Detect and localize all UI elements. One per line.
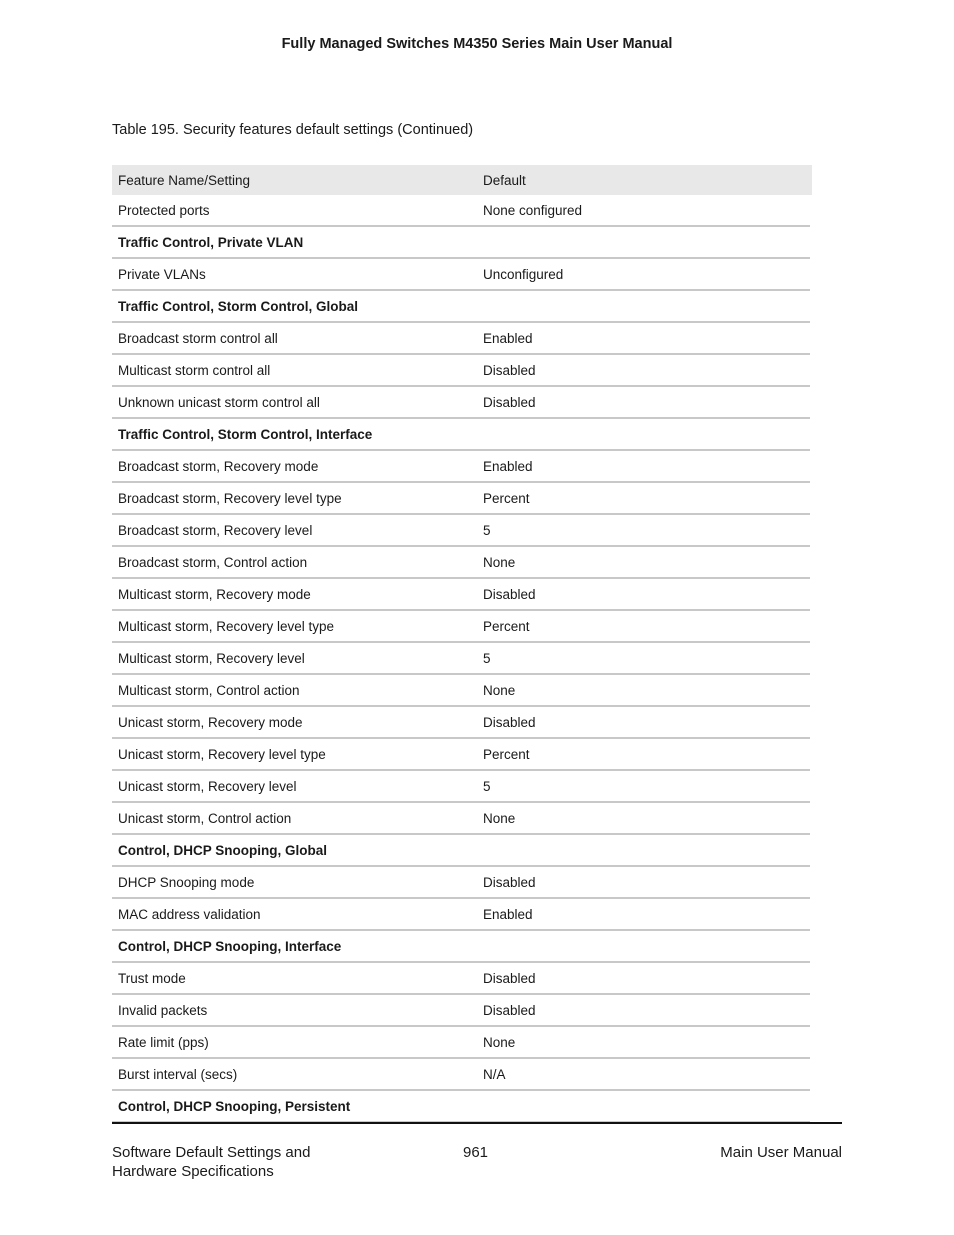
- group-heading: Traffic Control, Private VLAN: [112, 226, 477, 258]
- default-cell: Disabled: [477, 578, 812, 610]
- table-row: [112, 898, 812, 930]
- group-heading: Traffic Control, Storm Control, Global: [112, 290, 477, 322]
- default-cell: Enabled: [477, 898, 812, 930]
- default-cell: N/A: [477, 1058, 812, 1090]
- table-row: [112, 674, 812, 706]
- default-cell: Enabled: [477, 322, 812, 354]
- table-row: [112, 195, 812, 226]
- table-row: [112, 514, 812, 546]
- default-cell: Disabled: [477, 866, 812, 898]
- table-row: [112, 386, 812, 418]
- feature-cell: DHCP Snooping mode: [112, 866, 477, 898]
- feature-cell: Burst interval (secs): [112, 1058, 477, 1090]
- group-heading: Traffic Control, Storm Control, Interface: [112, 418, 477, 450]
- default-cell: None: [477, 802, 812, 834]
- table-row: [112, 450, 812, 482]
- feature-cell: MAC address validation: [112, 898, 477, 930]
- default-cell: Unconfigured: [477, 258, 812, 290]
- table-header-row: [112, 165, 812, 195]
- default-cell: 5: [477, 642, 812, 674]
- feature-cell: Broadcast storm, Recovery level type: [112, 482, 477, 514]
- group-heading: Control, DHCP Snooping, Interface: [112, 930, 477, 962]
- default-cell: [477, 1090, 812, 1122]
- table-group-row: [112, 418, 812, 450]
- default-cell: [477, 418, 812, 450]
- security-defaults-table: [112, 165, 813, 1123]
- group-heading: Control, DHCP Snooping, Global: [112, 834, 477, 866]
- table-group-row: [112, 290, 812, 322]
- default-cell: None configured: [477, 195, 812, 226]
- table-body: [112, 195, 812, 1122]
- table-row: [112, 866, 812, 898]
- feature-cell: Multicast storm, Recovery level: [112, 642, 477, 674]
- table-row: [112, 322, 812, 354]
- table-row: [112, 738, 812, 770]
- table-row: [112, 1026, 812, 1058]
- default-cell: Percent: [477, 610, 812, 642]
- default-cell: [477, 834, 812, 866]
- footer-manual-name: Main User Manual: [720, 1144, 842, 1161]
- table-row: [112, 482, 812, 514]
- footer-section-line2: Hardware Specifications: [112, 1163, 274, 1180]
- default-cell: Disabled: [477, 354, 812, 386]
- table-row: [112, 770, 812, 802]
- page-number: 961: [463, 1144, 489, 1161]
- feature-cell: Broadcast storm, Control action: [112, 546, 477, 578]
- footer-section: [112, 1143, 310, 1181]
- default-cell: Percent: [477, 482, 812, 514]
- feature-cell: Broadcast storm control all: [112, 322, 477, 354]
- table-row: [112, 578, 812, 610]
- default-cell: Disabled: [477, 706, 812, 738]
- default-cell: [477, 226, 812, 258]
- table-group-row: [112, 834, 812, 866]
- group-heading: Control, DHCP Snooping, Persistent: [112, 1090, 477, 1122]
- table-row: [112, 802, 812, 834]
- default-cell: Disabled: [477, 962, 812, 994]
- table-group-row: [112, 226, 812, 258]
- default-cell: Enabled: [477, 450, 812, 482]
- table-row: [112, 354, 812, 386]
- table-group-row: [112, 1090, 812, 1122]
- column-header-default: Default: [477, 165, 812, 195]
- feature-cell: Multicast storm, Control action: [112, 674, 477, 706]
- default-cell: 5: [477, 770, 812, 802]
- document-header: Fully Managed Switches M4350 Series Main User Manual: [281, 36, 673, 52]
- default-cell: None: [477, 674, 812, 706]
- table-row: [112, 546, 812, 578]
- table-row: [112, 610, 812, 642]
- default-cell: None: [477, 546, 812, 578]
- feature-cell: Unicast storm, Control action: [112, 802, 477, 834]
- feature-cell: Rate limit (pps): [112, 1026, 477, 1058]
- feature-cell: Unicast storm, Recovery level: [112, 770, 477, 802]
- table-row: [112, 642, 812, 674]
- default-cell: [477, 930, 812, 962]
- feature-cell: Private VLANs: [112, 258, 477, 290]
- column-header-feature: Feature Name/Setting: [112, 165, 477, 195]
- feature-cell: Trust mode: [112, 962, 477, 994]
- feature-cell: Broadcast storm, Recovery mode: [112, 450, 477, 482]
- feature-cell: Unicast storm, Recovery level type: [112, 738, 477, 770]
- feature-cell: Broadcast storm, Recovery level: [112, 514, 477, 546]
- table-row: [112, 258, 812, 290]
- default-cell: Percent: [477, 738, 812, 770]
- table-row: [112, 1058, 812, 1090]
- feature-cell: Protected ports: [112, 195, 477, 226]
- feature-cell: Multicast storm control all: [112, 354, 477, 386]
- default-cell: Disabled: [477, 994, 812, 1026]
- feature-cell: Invalid packets: [112, 994, 477, 1026]
- table-row: [112, 962, 812, 994]
- table-row: [112, 994, 812, 1026]
- default-cell: None: [477, 1026, 812, 1058]
- default-cell: 5: [477, 514, 812, 546]
- table-group-row: [112, 930, 812, 962]
- table-row: [112, 706, 812, 738]
- default-cell: Disabled: [477, 386, 812, 418]
- table-caption: Table 195. Security features default settings (Continued): [112, 122, 474, 138]
- footer-section-line1: Software Default Settings and: [112, 1144, 311, 1161]
- footer-divider: [112, 1122, 842, 1124]
- feature-cell: Unicast storm, Recovery mode: [112, 706, 477, 738]
- feature-cell: Unknown unicast storm control all: [112, 386, 477, 418]
- default-cell: [477, 290, 812, 322]
- feature-cell: Multicast storm, Recovery mode: [112, 578, 477, 610]
- feature-cell: Multicast storm, Recovery level type: [112, 610, 477, 642]
